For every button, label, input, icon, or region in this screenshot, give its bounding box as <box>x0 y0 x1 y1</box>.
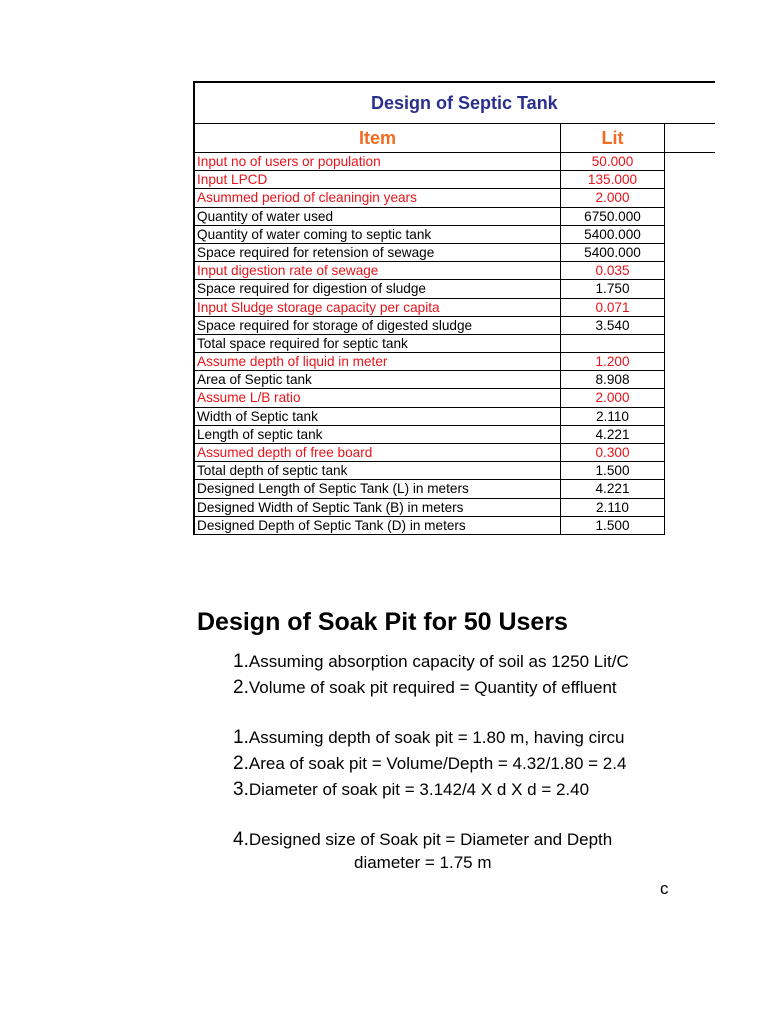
step-text: c <box>660 879 669 898</box>
row-value: 0.035 <box>561 262 665 280</box>
row-value: 135.000 <box>561 171 665 189</box>
table-row <box>195 371 715 389</box>
table-title-row <box>195 83 715 124</box>
table-row <box>195 189 715 207</box>
row-value: 1.200 <box>561 353 665 371</box>
row-label: Input no of users or population <box>195 153 561 171</box>
table-row <box>195 335 715 353</box>
step-text: diameter = 1.75 m <box>354 853 492 872</box>
soak-pit-step <box>354 853 492 873</box>
row-value: 6750.000 <box>561 208 665 226</box>
soak-pit-step <box>233 779 589 801</box>
table-row <box>195 444 715 462</box>
row-value: 5400.000 <box>561 244 665 262</box>
soak-pit-step <box>233 677 617 699</box>
table-body <box>195 153 715 535</box>
soak-pit-step <box>233 727 624 749</box>
row-value: 1.500 <box>561 462 665 480</box>
step-number: 2. <box>233 753 249 774</box>
row-label: Space required for storage of digested sludge <box>195 317 561 335</box>
step-text: Assuming depth of soak pit = 1.80 m, having circu <box>248 728 625 747</box>
table-row <box>195 389 715 407</box>
row-value: 8.908 <box>561 371 665 389</box>
row-value: 2.000 <box>561 389 665 407</box>
row-label: Designed Width of Septic Tank (B) in meters <box>195 499 561 517</box>
row-label: Input LPCD <box>195 171 561 189</box>
table-row <box>195 317 715 335</box>
row-label: Quantity of water coming to septic tank <box>195 226 561 244</box>
row-value: 2.000 <box>561 189 665 207</box>
row-label: Assume L/B ratio <box>195 389 561 407</box>
step-text: Designed size of Soak pit = Diameter and Depth <box>248 830 613 849</box>
row-label: Assumed depth of free board <box>195 444 561 462</box>
step-text: Diameter of soak pit = 3.142/4 X d X d = 2.40 <box>248 780 590 799</box>
table-row <box>195 408 715 426</box>
row-value: 5400.000 <box>561 226 665 244</box>
table-row <box>195 480 715 498</box>
table-row <box>195 353 715 371</box>
row-label: Designed Depth of Septic Tank (D) in meters <box>195 517 561 535</box>
row-label: Total depth of septic tank <box>195 462 561 480</box>
septic-tank-table <box>193 81 715 535</box>
row-value: 0.300 <box>561 444 665 462</box>
table-row <box>195 226 715 244</box>
soak-pit-step <box>233 753 626 775</box>
soak-pit-step <box>233 829 612 851</box>
table-title: Design of Septic Tank <box>371 93 558 113</box>
soak-pit-step <box>233 651 629 673</box>
table-row <box>195 517 715 535</box>
header-value: Lit <box>561 124 665 152</box>
row-value: 1.750 <box>561 280 665 298</box>
row-value: 1.500 <box>561 517 665 535</box>
table-row <box>195 462 715 480</box>
row-label: Input Sludge storage capacity per capita <box>195 299 561 317</box>
row-label: Total space required for septic tank <box>195 335 561 353</box>
row-value: 3.540 <box>561 317 665 335</box>
step-number: 1. <box>233 727 249 748</box>
row-label: Quantity of water used <box>195 208 561 226</box>
row-label: Assume depth of liquid in meter <box>195 353 561 371</box>
step-text: Volume of soak pit required = Quantity of effluent <box>248 678 617 697</box>
row-value: 50.000 <box>561 153 665 171</box>
row-value: 4.221 <box>561 480 665 498</box>
table-row <box>195 280 715 298</box>
step-number: 4. <box>233 829 249 850</box>
row-label: Designed Length of Septic Tank (L) in meters <box>195 480 561 498</box>
table-row <box>195 262 715 280</box>
row-label: Width of Septic tank <box>195 408 561 426</box>
row-label: Area of Septic tank <box>195 371 561 389</box>
row-value <box>561 335 665 353</box>
table-row <box>195 171 715 189</box>
row-value: 2.110 <box>561 499 665 517</box>
table-row <box>195 499 715 517</box>
step-number: 2. <box>233 677 249 698</box>
row-value: 4.221 <box>561 426 665 444</box>
table-row <box>195 153 715 171</box>
table-row <box>195 299 715 317</box>
step-text: Assuming absorption capacity of soil as 1250 Lit/C <box>248 652 629 671</box>
table-row <box>195 426 715 444</box>
soak-pit-title: Design of Soak Pit for 50 Users <box>197 608 568 636</box>
table-row <box>195 244 715 262</box>
row-label: Input digestion rate of sewage <box>195 262 561 280</box>
soak-pit-step <box>660 879 669 899</box>
header-item: Item <box>195 124 561 152</box>
row-label: Asummed period of cleaningin years <box>195 189 561 207</box>
row-value: 0.071 <box>561 299 665 317</box>
row-label: Space required for retension of sewage <box>195 244 561 262</box>
row-value: 2.110 <box>561 408 665 426</box>
table-header <box>195 124 715 153</box>
step-number: 3. <box>233 779 249 800</box>
row-label: Length of septic tank <box>195 426 561 444</box>
step-text: Area of soak pit = Volume/Depth = 4.32/1.80 = 2.4 <box>248 754 627 773</box>
row-label: Space required for digestion of sludge <box>195 280 561 298</box>
table-row <box>195 208 715 226</box>
step-number: 1. <box>233 651 249 672</box>
